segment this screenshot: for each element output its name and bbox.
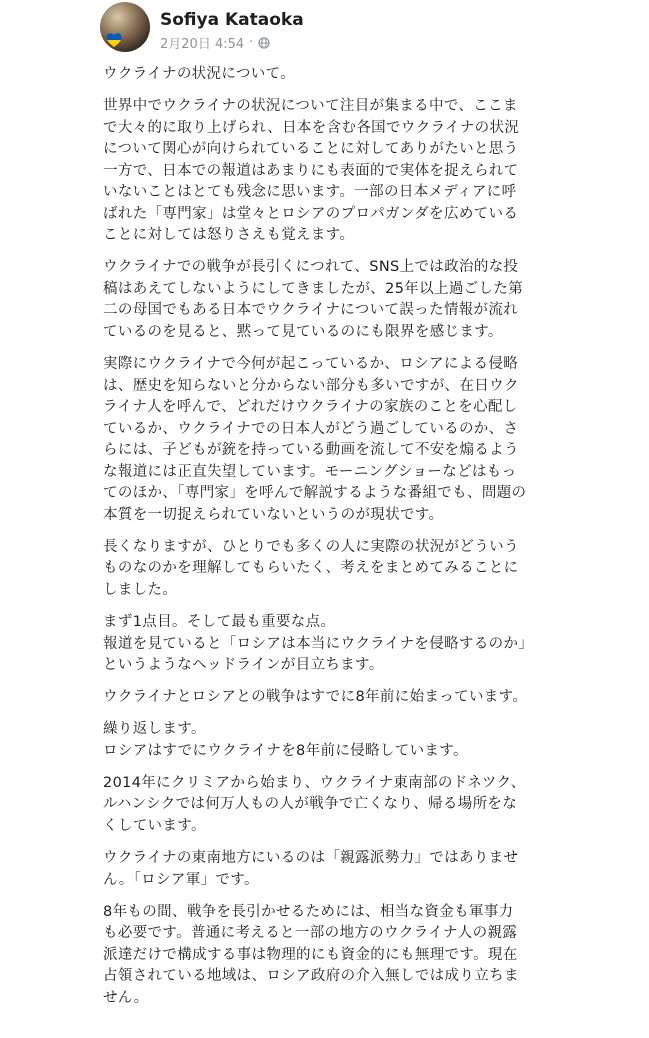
post-paragraph: 実際にウクライナで今何が起こっているか、ロシアによる侵略は、歴史を知らないと分からない部分も多いですが、在日ウクライナ人を呼んで、どれだけウクライナの家族のことを心配しているか、ウクライナでの日本人がどう過ごしているのか、さらには、子どもが銃を持っている動画を流して不安を煽るような報道には正直失望しています。モーニングショーなどはもってのほか、「専門家」を呼んで解説するような番組でも、問題の本質を一切捉えられていないというのが現状です。 — [103, 356, 527, 523]
post-paragraph: 世界中でウクライナの状況について注目が集まる中で、ここまで大々的に取り上げられ、日本を含む各国でウクライナの状況について関心が向けられていることに対してありがたいと思う一方で、日本での報道はあまりにも表面的で実体を捉えられていないことはとても残念に思います。一部の日本メディアに呼ばれた「専門家」は堂々とロシアのプロパガンダを広めていることに対しては怒りさえも覚えます。 — [103, 98, 520, 244]
author-name[interactable]: Sofiya Kataoka — [160, 10, 304, 30]
ukraine-heart-icon — [106, 32, 122, 48]
post-paragraph: 8年もの間、戦争を長引かせるためには、相当な資金も軍事力も必要です。普通に考えると一部の地方のウクライナ人の親露派達だけで構成する事は物理的にも資金的にも無理です。現在占領されている地域は、ロシア政府の介入無しでは成り立ちません。 — [103, 903, 519, 1006]
post-paragraph: ウクライナの状況について。 — [103, 66, 296, 82]
post-paragraph: ウクライナでの戦争が長引くにつれて、SNS上では政治的な投稿はあえてしないようにしてきましたが、25年以上過ごした第二の母国でもある日本でウクライナについて誤った情報が流れているのを見ると、黙って見ているのにも限界を感じます。 — [103, 259, 524, 341]
post-paragraph: ウクライナの東南地方にいるのは「親露派勢力」ではありません。「ロシア軍」です。 — [103, 850, 519, 888]
post-body — [103, 64, 528, 1020]
post-paragraph: ウクライナとロシアとの戦争はすでに8年前に始まっています。 — [103, 689, 528, 706]
post-paragraph: 長くなりますが、ひとりでも多くの人に実際の状況がどういうものなのかを理解してもらいたく、考えをまとめてみることにしました。 — [103, 538, 519, 599]
meta-separator: · — [249, 35, 254, 50]
post-meta — [160, 33, 270, 52]
post-paragraph: 繰り返します。 ロシアはすでにウクライナを8年前に侵略しています。 — [103, 721, 468, 759]
post-header — [100, 2, 640, 52]
post-timestamp[interactable]: 2月20日 4:54 — [160, 37, 245, 52]
post-paragraph: まず1点目。そして最も重要な点。 報道を見ていると「ロシアは本当にウクライナを侵略するのか」というようなヘッドラインが目立ちます。 — [103, 614, 526, 674]
globe-icon[interactable] — [258, 37, 270, 49]
avatar[interactable] — [100, 2, 150, 52]
post-paragraph: 2014年にクリミアから始まり、ウクライナ東南部のドネツク、ルハンシクでは何万人もの人が戦争で亡くなり、帰る場所をなくしています。 — [103, 774, 526, 834]
